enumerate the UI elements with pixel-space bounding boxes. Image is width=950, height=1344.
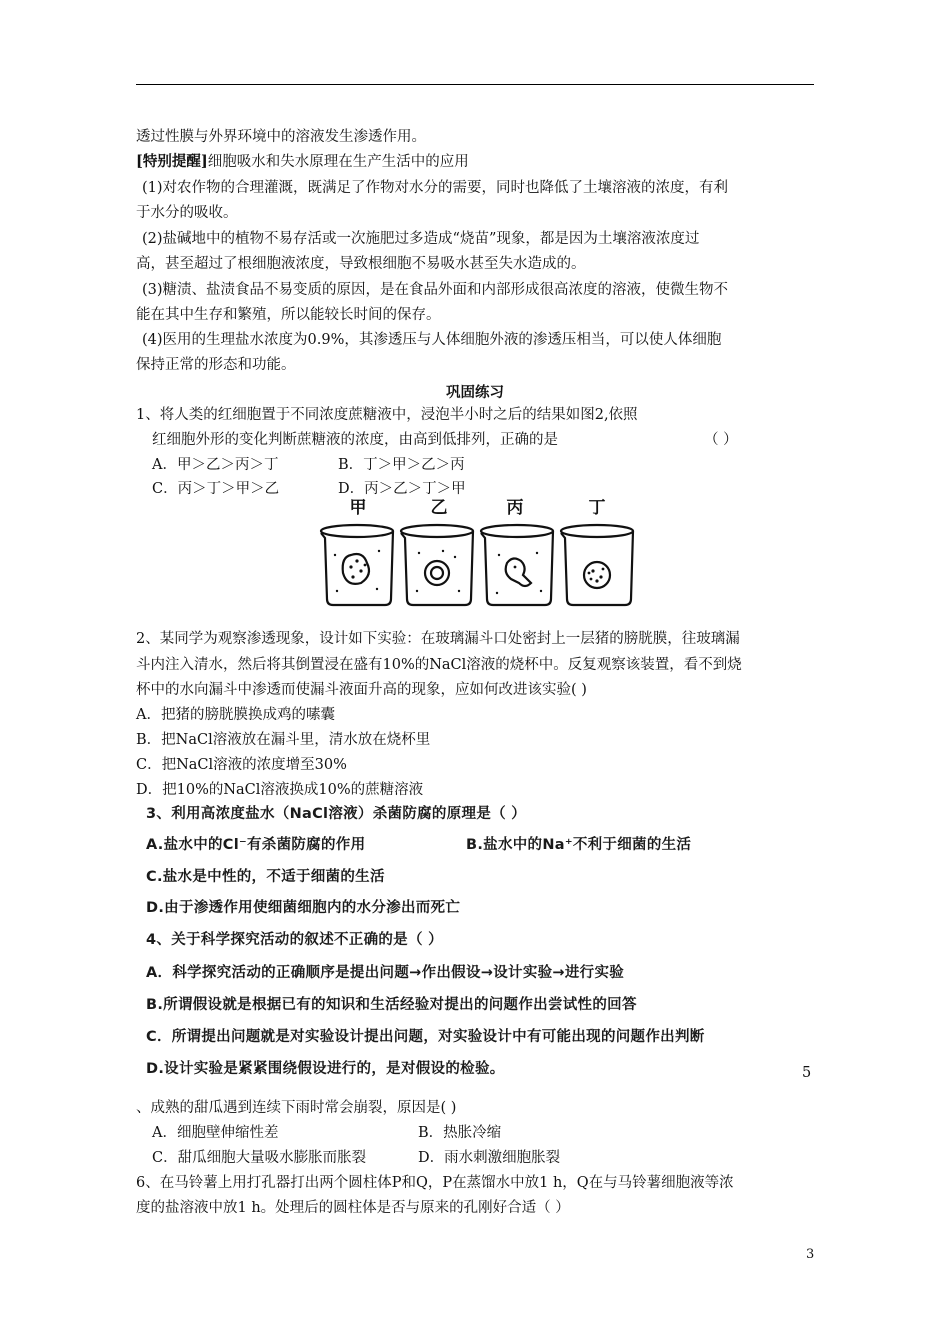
label-yi: 乙 — [430, 498, 448, 518]
beaker-jia — [321, 525, 393, 605]
q3-option-a: A.盐水中的Cl⁻有杀菌防腐的作用 — [146, 837, 366, 853]
q1-option-d: D．丙＞乙＞丁＞甲 — [338, 481, 466, 497]
q1-stem-line-2: 红细胞外形的变化判断蔗糖液的浓度，由高到低排列，正确的是 — [152, 432, 558, 448]
q4-stem: 4、关于科学探究活动的叙述不正确的是（ ） — [146, 932, 443, 948]
tip-item-1-line-1: (1)对农作物的合理灌溉，既满足了作物对水分的需要，同时也降低了土壤溶液的浓度，有利 — [142, 180, 729, 196]
tip-item-3-line-1: (3)糖渍、盐渍食品不易变质的原因，是在食品外面和内部形成很高浓度的溶液，使微生物不 — [142, 282, 729, 298]
q3-option-c: C.盐水是中性的，不适于细菌的生活 — [146, 869, 385, 885]
tip-heading-line — [136, 153, 469, 171]
q1-answer-bracket: （ ） — [704, 432, 738, 448]
q2-stem-line-3: 杯中的水向漏斗中渗透而使漏斗液面升高的现象，应如何改进该实验( ) — [136, 682, 587, 698]
q2-option-b: B．把NaCl溶液放在漏斗里，清水放在烧杯里 — [136, 732, 431, 748]
q4-option-d: D.设计实验是紧紧围绕假设进行的，是对假设的检验。 — [146, 1061, 505, 1077]
tip-item-4-line-2: 保持正常的形态和功能。 — [136, 357, 296, 373]
q5-option-a: A．细胞壁伸缩性差 — [152, 1125, 279, 1141]
q3-option-b: B.盐水中的Na⁺不利于细菌的生活 — [466, 837, 692, 853]
q4-option-a: A．科学探究活动的正确顺序是提出问题→作出假设→设计实验→进行实验 — [146, 965, 625, 981]
label-jia: 甲 — [349, 498, 367, 518]
tip-item-3-line-2: 能在其中生存和繁殖，所以能较长时间的保存。 — [136, 307, 441, 323]
q2-option-d: D．把10%的NaCl溶液换成10%的蔗糖溶液 — [136, 782, 424, 798]
q1-option-a: A．甲＞乙＞丙＞丁 — [152, 457, 279, 473]
beaker-bing — [481, 525, 553, 605]
q2-stem-line-1: 2、某同学为观察渗透现象，设计如下实验：在玻璃漏斗口处密封上一层猪的膀胱膜，往玻璃漏 — [136, 631, 740, 647]
q4-option-c: C．所谓提出问题就是对实验设计提出问题，对实验设计中有可能出现的问题作出判断 — [146, 1029, 705, 1045]
tip-heading: [特别提醒] — [136, 153, 208, 170]
beaker-yi — [401, 525, 473, 605]
q6-stem-line-2: 度的盐溶液中放1 h。处理后的圆柱体是否与原来的孔刚好合适（ ） — [136, 1200, 570, 1216]
q1-stem-line-1: 1、将人类的红细胞置于不同浓度蔗糖液中，浸泡半小时之后的结果如图2,依照 — [136, 407, 638, 423]
intro-line: 透过性膜与外界环境中的溶液发生渗透作用。 — [136, 129, 426, 145]
q2-option-c: C．把NaCl溶液的浓度增至30% — [136, 757, 347, 773]
header-rule — [136, 84, 814, 85]
tip-item-4-line-1: (4)医用的生理盐水浓度为0.9%，其渗透压与人体细胞外液的渗透压相当，可以使人体细胞 — [142, 332, 722, 348]
q5-option-c: C．甜瓜细胞大量吸水膨胀而胀裂 — [152, 1150, 367, 1166]
beaker-ding — [561, 525, 633, 605]
q4-option-b: B.所谓假设就是根据已有的知识和生活经验对提出的问题作出尝试性的回答 — [146, 997, 637, 1013]
q5-stem: 、成熟的甜瓜遇到连续下雨时常会崩裂，原因是( ) — [136, 1100, 457, 1116]
page-number: 3 — [806, 1247, 815, 1262]
q5-option-d: D．雨水刺激细胞胀裂 — [418, 1150, 561, 1166]
q2-stem-line-2: 斗内注入清水，然后将其倒置浸在盛有10%的NaCl溶液的烧杯中。反复观察该装置，看不到烧 — [136, 657, 742, 673]
tip-item-2-line-1: (2)盐碱地中的植物不易存活或一次施肥过多造成“烧苗”现象，都是因为土壤溶液浓度过 — [142, 231, 700, 247]
q5-number: 5 — [802, 1065, 812, 1081]
tip-item-1-line-2: 于水分的吸收。 — [136, 205, 238, 221]
q1-option-b: B．丁＞甲＞乙＞丙 — [338, 457, 465, 473]
q2-option-a: A．把猪的膀胱膜换成鸡的嗉囊 — [136, 707, 335, 723]
beaker-figure — [313, 495, 635, 610]
label-ding: 丁 — [588, 498, 606, 518]
label-bing: 丙 — [506, 498, 524, 518]
q5-option-b: B．热胀冷缩 — [418, 1125, 502, 1141]
q3-option-d: D.由于渗透作用使细菌细胞内的水分渗出而死亡 — [146, 900, 461, 916]
section-title: 巩固练习 — [446, 384, 504, 401]
q1-option-c: C．丙＞丁＞甲＞乙 — [152, 481, 280, 497]
q3-stem: 3、利用高浓度盐水（NaCl溶液）杀菌防腐的原理是（ ） — [146, 806, 527, 822]
tip-title: 细胞吸水和失水原理在生产生活中的应用 — [207, 154, 469, 170]
tip-item-2-line-2: 高，甚至超过了根细胞液浓度，导致根细胞不易吸水甚至失水造成的。 — [136, 256, 586, 272]
q6-stem-line-1: 6、在马铃薯上用打孔器打出两个圆柱体P和Q，P在蒸馏水中放1 h，Q在与马铃薯细胞液等浓 — [136, 1175, 734, 1191]
